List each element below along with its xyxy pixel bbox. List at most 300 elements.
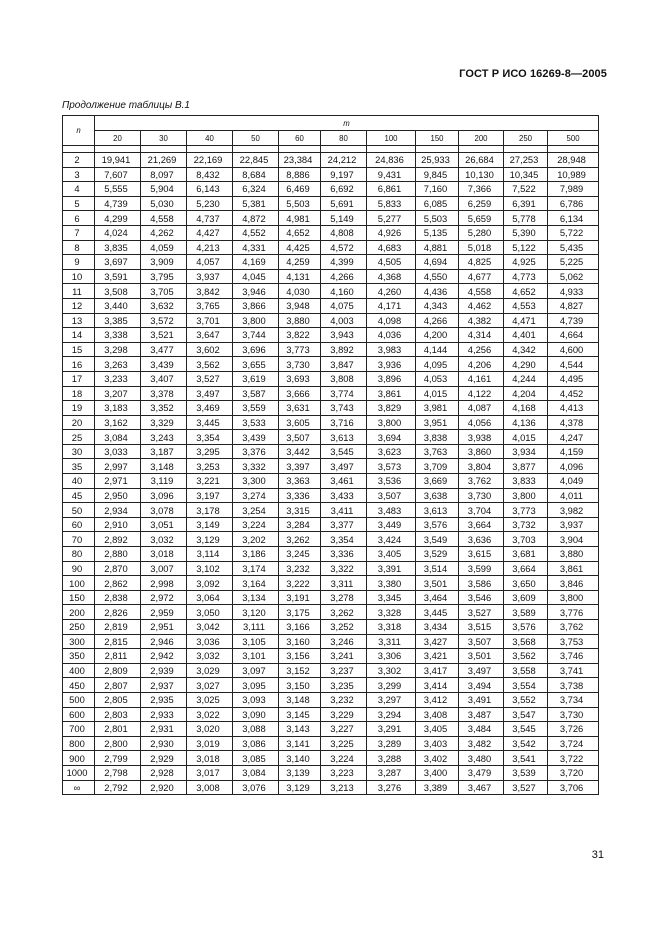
- value-cell: 3,536: [367, 474, 416, 489]
- table-row: [63, 269, 599, 284]
- value-cell: 3,407: [141, 371, 187, 386]
- value-cell: 3,262: [279, 532, 321, 547]
- value-cell: 3,336: [279, 488, 321, 503]
- spacer-cell: [95, 146, 141, 153]
- value-cell: 5,659: [459, 211, 504, 226]
- value-cell: 3,541: [504, 751, 548, 766]
- value-cell: 3,704: [459, 503, 504, 518]
- value-cell: 3,726: [548, 722, 599, 737]
- value-cell: 3,300: [233, 474, 279, 489]
- value-cell: 3,623: [367, 444, 416, 459]
- value-cell: 3,724: [548, 736, 599, 751]
- value-cell: 3,701: [187, 313, 233, 328]
- n-value-cell: 5: [63, 196, 95, 211]
- value-cell: 5,503: [279, 196, 321, 211]
- value-cell: 3,245: [279, 547, 321, 562]
- value-cell: 3,744: [233, 328, 279, 343]
- spacer-cell: [548, 146, 599, 153]
- spacer-row: [63, 146, 599, 153]
- value-cell: 3,143: [279, 722, 321, 737]
- value-cell: 3,696: [233, 342, 279, 357]
- table-row: [63, 255, 599, 270]
- value-cell: 4,122: [459, 386, 504, 401]
- value-cell: 3,705: [141, 284, 187, 299]
- value-cell: 3,078: [141, 503, 187, 518]
- value-cell: 9,845: [416, 167, 459, 182]
- value-cell: 2,929: [141, 751, 187, 766]
- value-cell: 2,807: [95, 678, 141, 693]
- value-cell: 3,141: [279, 736, 321, 751]
- value-cell: 3,861: [367, 386, 416, 401]
- value-cell: 3,559: [233, 401, 279, 416]
- value-cell: 19,941: [95, 153, 141, 168]
- value-cell: 3,164: [233, 576, 279, 591]
- value-cell: 3,224: [233, 517, 279, 532]
- n-value-cell: 11: [63, 284, 95, 299]
- n-value-cell: 15: [63, 342, 95, 357]
- value-cell: 3,982: [548, 503, 599, 518]
- value-cell: 3,562: [187, 357, 233, 372]
- value-cell: 3,403: [416, 736, 459, 751]
- value-cell: 3,345: [367, 590, 416, 605]
- value-cell: 4,378: [548, 415, 599, 430]
- value-cell: 5,381: [233, 196, 279, 211]
- value-cell: 3,507: [279, 430, 321, 445]
- value-cell: 4,200: [416, 328, 459, 343]
- value-cell: 3,599: [459, 561, 504, 576]
- m-value-header: 150: [416, 131, 459, 146]
- n-value-cell: 9: [63, 255, 95, 270]
- value-cell: 7,366: [459, 182, 504, 197]
- value-cell: 3,467: [459, 780, 504, 795]
- value-cell: 3,421: [416, 649, 459, 664]
- value-cell: 3,804: [459, 459, 504, 474]
- table-row: [63, 532, 599, 547]
- spacer-cell: [321, 146, 367, 153]
- value-cell: 2,798: [95, 765, 141, 780]
- value-cell: 4,003: [321, 313, 367, 328]
- value-cell: 3,088: [233, 722, 279, 737]
- value-cell: 24,836: [367, 153, 416, 168]
- value-cell: 3,085: [233, 751, 279, 766]
- value-cell: 3,494: [459, 678, 504, 693]
- value-cell: 3,311: [321, 576, 367, 591]
- n-value-cell: 80: [63, 547, 95, 562]
- value-cell: 4,169: [233, 255, 279, 270]
- value-cell: 2,815: [95, 634, 141, 649]
- value-cell: 3,221: [187, 474, 233, 489]
- value-cell: 3,318: [367, 620, 416, 635]
- value-cell: 3,302: [367, 663, 416, 678]
- value-cell: 3,720: [548, 765, 599, 780]
- table-row: [63, 488, 599, 503]
- n-value-cell: 1000: [63, 765, 95, 780]
- value-cell: 2,951: [141, 620, 187, 635]
- value-cell: 6,143: [187, 182, 233, 197]
- m-value-header: 250: [504, 131, 548, 146]
- value-cell: 3,051: [141, 517, 187, 532]
- value-cell: 3,763: [416, 444, 459, 459]
- value-cell: 3,937: [187, 269, 233, 284]
- value-cell: 3,586: [459, 576, 504, 591]
- value-cell: 4,015: [504, 430, 548, 445]
- table-row: [63, 561, 599, 576]
- value-cell: 3,632: [141, 298, 187, 313]
- value-cell: 3,730: [459, 488, 504, 503]
- n-value-cell: 100: [63, 576, 95, 591]
- value-cell: 3,762: [548, 620, 599, 635]
- value-cell: 3,552: [504, 692, 548, 707]
- spacer-cell: [459, 146, 504, 153]
- table-row: [63, 357, 599, 372]
- value-cell: 4,664: [548, 328, 599, 343]
- value-cell: 4,131: [279, 269, 321, 284]
- table-row: [63, 225, 599, 240]
- table-row: [63, 474, 599, 489]
- value-cell: 3,152: [279, 663, 321, 678]
- n-value-cell: 19: [63, 401, 95, 416]
- value-cell: 3,514: [416, 561, 459, 576]
- value-cell: 3,647: [187, 328, 233, 343]
- value-cell: 3,017: [187, 765, 233, 780]
- value-cell: 3,709: [416, 459, 459, 474]
- table-row: [63, 503, 599, 518]
- value-cell: 6,259: [459, 196, 504, 211]
- value-cell: 4,462: [459, 298, 504, 313]
- value-cell: 3,484: [459, 722, 504, 737]
- value-cell: 3,440: [95, 298, 141, 313]
- value-cell: 3,497: [321, 459, 367, 474]
- n-value-cell: ∞: [63, 780, 95, 795]
- value-cell: 3,527: [187, 371, 233, 386]
- n-value-cell: 13: [63, 313, 95, 328]
- value-cell: 3,741: [548, 663, 599, 678]
- value-cell: 3,150: [279, 678, 321, 693]
- value-cell: 3,776: [548, 605, 599, 620]
- value-cell: 3,483: [367, 503, 416, 518]
- value-cell: 3,412: [416, 692, 459, 707]
- value-cell: 5,149: [321, 211, 367, 226]
- value-cell: 3,860: [459, 444, 504, 459]
- value-cell: 3,243: [141, 430, 187, 445]
- value-cell: 3,697: [95, 255, 141, 270]
- spacer-cell: [367, 146, 416, 153]
- value-cell: 3,795: [141, 269, 187, 284]
- n-value-cell: 900: [63, 751, 95, 766]
- value-cell: 3,405: [367, 547, 416, 562]
- n-value-cell: 600: [63, 707, 95, 722]
- value-cell: 4,737: [187, 211, 233, 226]
- value-cell: 3,397: [279, 459, 321, 474]
- value-cell: 3,461: [321, 474, 367, 489]
- value-cell: 3,835: [95, 240, 141, 255]
- value-cell: 2,880: [95, 547, 141, 562]
- value-cell: 3,576: [504, 620, 548, 635]
- spacer-cell: [63, 146, 95, 153]
- value-cell: 4,558: [459, 284, 504, 299]
- value-cell: 3,833: [504, 474, 548, 489]
- value-cell: 4,045: [233, 269, 279, 284]
- value-cell: 3,669: [416, 474, 459, 489]
- value-cell: 3,050: [187, 605, 233, 620]
- value-cell: 2,998: [141, 576, 187, 591]
- value-cell: 3,020: [187, 722, 233, 737]
- value-cell: 3,298: [95, 342, 141, 357]
- value-cell: 4,425: [279, 240, 321, 255]
- value-cell: 4,552: [233, 225, 279, 240]
- value-cell: 2,870: [95, 561, 141, 576]
- spacer-cell: [279, 146, 321, 153]
- value-cell: 3,232: [279, 561, 321, 576]
- value-cell: 2,826: [95, 605, 141, 620]
- value-cell: 4,981: [279, 211, 321, 226]
- value-cell: 3,295: [187, 444, 233, 459]
- value-cell: 3,114: [187, 547, 233, 562]
- value-cell: 3,508: [95, 284, 141, 299]
- value-cell: 4,694: [416, 255, 459, 270]
- value-cell: 2,803: [95, 707, 141, 722]
- value-cell: 3,007: [141, 561, 187, 576]
- value-cell: 3,734: [548, 692, 599, 707]
- value-cell: 3,202: [233, 532, 279, 547]
- value-cell: 3,336: [321, 547, 367, 562]
- value-cell: 3,842: [187, 284, 233, 299]
- value-cell: 2,799: [95, 751, 141, 766]
- value-cell: 3,222: [279, 576, 321, 591]
- value-cell: 3,096: [141, 488, 187, 503]
- table-row: [63, 620, 599, 635]
- m-value-header: 80: [321, 131, 367, 146]
- n-value-cell: 60: [63, 517, 95, 532]
- value-cell: 3,354: [187, 430, 233, 445]
- value-cell: 4,204: [504, 386, 548, 401]
- value-cell: 3,491: [459, 692, 504, 707]
- value-cell: 2,920: [141, 780, 187, 795]
- value-cell: 3,084: [233, 765, 279, 780]
- value-cell: 3,120: [233, 605, 279, 620]
- table-row: [63, 663, 599, 678]
- value-cell: 5,390: [504, 225, 548, 240]
- value-cell: 3,332: [233, 459, 279, 474]
- value-cell: 3,573: [367, 459, 416, 474]
- value-cell: 4,056: [459, 415, 504, 430]
- value-cell: 2,892: [95, 532, 141, 547]
- value-cell: 3,338: [95, 328, 141, 343]
- value-cell: 3,315: [279, 503, 321, 518]
- value-cell: 4,600: [548, 342, 599, 357]
- value-cell: 3,149: [187, 517, 233, 532]
- value-cell: 3,042: [187, 620, 233, 635]
- value-cell: 3,445: [187, 415, 233, 430]
- value-cell: 3,445: [416, 605, 459, 620]
- value-cell: 3,224: [321, 751, 367, 766]
- m-value-header: 50: [233, 131, 279, 146]
- n-value-cell: 8: [63, 240, 95, 255]
- value-cell: 4,247: [548, 430, 599, 445]
- value-cell: 3,246: [321, 634, 367, 649]
- value-cell: 4,036: [367, 328, 416, 343]
- value-cell: 4,572: [321, 240, 367, 255]
- value-cell: 4,399: [321, 255, 367, 270]
- value-cell: 8,432: [187, 167, 233, 182]
- value-cell: 2,862: [95, 576, 141, 591]
- value-cell: 5,722: [548, 225, 599, 240]
- value-cell: 3,497: [187, 386, 233, 401]
- value-cell: 4,505: [367, 255, 416, 270]
- value-cell: 4,299: [95, 211, 141, 226]
- value-cell: 3,439: [233, 430, 279, 445]
- value-cell: 3,329: [141, 415, 187, 430]
- value-cell: 3,800: [548, 590, 599, 605]
- value-cell: 4,049: [548, 474, 599, 489]
- value-cell: 6,786: [548, 196, 599, 211]
- value-cell: 3,615: [459, 547, 504, 562]
- spacer-cell: [504, 146, 548, 153]
- value-cell: 3,521: [141, 328, 187, 343]
- value-cell: 3,288: [367, 751, 416, 766]
- table-row: [63, 517, 599, 532]
- value-cell: 3,291: [367, 722, 416, 737]
- value-cell: 3,469: [187, 401, 233, 416]
- n-value-cell: 3: [63, 167, 95, 182]
- value-cell: 5,018: [459, 240, 504, 255]
- value-cell: 3,076: [233, 780, 279, 795]
- value-cell: 8,097: [141, 167, 187, 182]
- value-cell: 4,256: [459, 342, 504, 357]
- value-cell: 3,880: [548, 547, 599, 562]
- value-cell: 3,411: [321, 503, 367, 518]
- n-value-cell: 400: [63, 663, 95, 678]
- table-row: [63, 415, 599, 430]
- value-cell: 6,085: [416, 196, 459, 211]
- n-value-cell: 800: [63, 736, 95, 751]
- value-cell: 9,431: [367, 167, 416, 182]
- m-value-header: 60: [279, 131, 321, 146]
- value-cell: 4,053: [416, 371, 459, 386]
- value-cell: 5,230: [187, 196, 233, 211]
- value-cell: 6,134: [548, 211, 599, 226]
- n-value-cell: 30: [63, 444, 95, 459]
- value-cell: 3,664: [459, 517, 504, 532]
- value-cell: 3,311: [367, 634, 416, 649]
- value-cell: 3,773: [279, 342, 321, 357]
- value-cell: 3,376: [233, 444, 279, 459]
- value-cell: 4,368: [367, 269, 416, 284]
- value-cell: 3,092: [187, 576, 233, 591]
- table-row: [63, 182, 599, 197]
- value-cell: 5,833: [367, 196, 416, 211]
- value-cell: 2,910: [95, 517, 141, 532]
- value-cell: 5,904: [141, 182, 187, 197]
- value-cell: 8,684: [233, 167, 279, 182]
- table-row: [63, 240, 599, 255]
- value-cell: 2,946: [141, 634, 187, 649]
- n-value-cell: 20: [63, 415, 95, 430]
- value-cell: 3,378: [141, 386, 187, 401]
- value-cell: 3,808: [321, 371, 367, 386]
- value-cell: 3,730: [279, 357, 321, 372]
- table-row: [63, 386, 599, 401]
- value-cell: 5,691: [321, 196, 367, 211]
- value-cell: 3,896: [367, 371, 416, 386]
- value-cell: 3,558: [504, 663, 548, 678]
- value-cell: 4,015: [416, 386, 459, 401]
- value-cell: 4,558: [141, 211, 187, 226]
- value-cell: 4,059: [141, 240, 187, 255]
- value-cell: 3,241: [321, 649, 367, 664]
- value-cell: 3,703: [504, 532, 548, 547]
- page-number: 31: [591, 849, 604, 861]
- value-cell: 3,229: [321, 707, 367, 722]
- value-cell: 3,191: [279, 590, 321, 605]
- value-cell: 4,159: [548, 444, 599, 459]
- table-container: [62, 115, 598, 795]
- value-cell: 3,880: [279, 313, 321, 328]
- value-cell: 3,186: [233, 547, 279, 562]
- value-cell: 3,019: [187, 736, 233, 751]
- n-value-cell: 6: [63, 211, 95, 226]
- value-cell: 3,405: [416, 722, 459, 737]
- value-cell: 3,501: [416, 576, 459, 591]
- m-value-header: 200: [459, 131, 504, 146]
- value-cell: 3,424: [367, 532, 416, 547]
- n-value-cell: 2: [63, 153, 95, 168]
- value-cell: 4,452: [548, 386, 599, 401]
- value-cell: 3,402: [416, 751, 459, 766]
- value-cell: 3,946: [233, 284, 279, 299]
- value-cell: 3,101: [233, 649, 279, 664]
- value-cell: 3,529: [416, 547, 459, 562]
- value-cell: 3,027: [187, 678, 233, 693]
- value-cell: 3,299: [367, 678, 416, 693]
- value-cell: 3,352: [141, 401, 187, 416]
- value-cell: 2,928: [141, 765, 187, 780]
- value-cell: 3,414: [416, 678, 459, 693]
- value-cell: 3,533: [233, 415, 279, 430]
- value-cell: 3,681: [504, 547, 548, 562]
- value-cell: 3,119: [141, 474, 187, 489]
- value-cell: 5,277: [367, 211, 416, 226]
- n-value-cell: 14: [63, 328, 95, 343]
- value-cell: 3,909: [141, 255, 187, 270]
- value-cell: 2,811: [95, 649, 141, 664]
- n-value-cell: 18: [63, 386, 95, 401]
- value-cell: 3,306: [367, 649, 416, 664]
- value-cell: 4,808: [321, 225, 367, 240]
- value-cell: 2,942: [141, 649, 187, 664]
- value-cell: 2,939: [141, 663, 187, 678]
- value-cell: 3,716: [321, 415, 367, 430]
- table-row: [63, 211, 599, 226]
- n-value-cell: 35: [63, 459, 95, 474]
- value-cell: 3,542: [504, 736, 548, 751]
- value-cell: 3,800: [504, 488, 548, 503]
- value-cell: 2,809: [95, 663, 141, 678]
- value-cell: 3,981: [416, 401, 459, 416]
- value-cell: 22,845: [233, 153, 279, 168]
- value-cell: 4,382: [459, 313, 504, 328]
- value-cell: 3,102: [187, 561, 233, 576]
- value-cell: 3,743: [321, 401, 367, 416]
- n-value-cell: 16: [63, 357, 95, 372]
- value-cell: 3,800: [367, 415, 416, 430]
- value-cell: 3,197: [187, 488, 233, 503]
- value-cell: 3,018: [187, 751, 233, 766]
- value-cell: 3,377: [321, 517, 367, 532]
- value-cell: 3,129: [187, 532, 233, 547]
- table-row: [63, 298, 599, 313]
- value-cell: 3,487: [459, 707, 504, 722]
